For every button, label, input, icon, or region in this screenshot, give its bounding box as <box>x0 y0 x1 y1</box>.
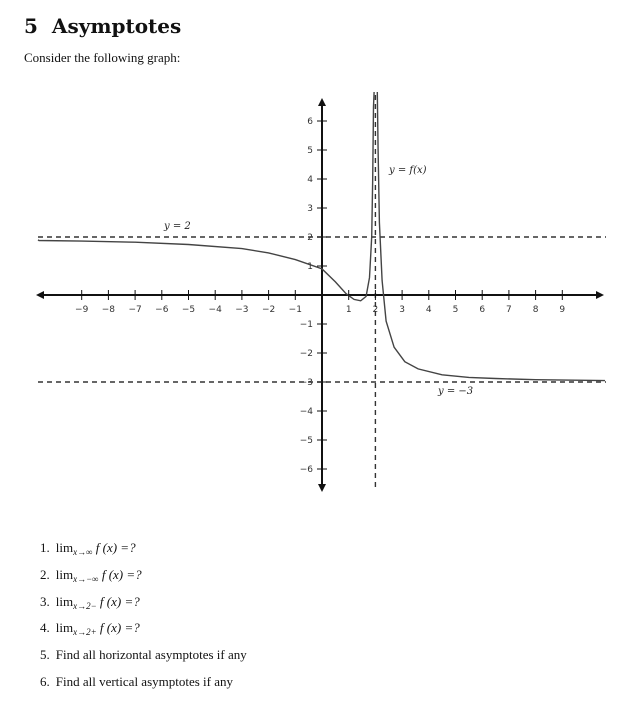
question-number: 2. <box>40 566 50 582</box>
lim-text: lim <box>55 620 74 636</box>
y-tick-label: 4 <box>307 175 313 185</box>
x-tick-label: 3 <box>399 305 405 315</box>
limit-expression: f (x) =? <box>101 566 142 582</box>
y-tick-label: −4 <box>299 407 313 417</box>
section-title: Asymptotes <box>51 14 182 38</box>
x-tick-label: −6 <box>155 305 169 315</box>
x-axis-arrow <box>36 291 44 299</box>
limit-expression: f (x) =? <box>99 620 140 636</box>
y-tick-label: 1 <box>307 262 313 272</box>
x-tick-label: −8 <box>101 305 116 315</box>
y-tick-label: −6 <box>299 465 313 475</box>
x-tick-label: −1 <box>288 305 302 315</box>
x-tick-label: 2 <box>372 305 379 315</box>
x-tick-label: −3 <box>235 305 249 315</box>
section-number: 5 <box>24 14 38 38</box>
question-number: 3. <box>40 593 50 609</box>
x-tick-label: 4 <box>425 305 432 315</box>
x-tick-label: −4 <box>208 305 222 315</box>
lim-subscript: x→2+ <box>73 627 97 638</box>
question-text: Find all horizontal asymptotes if any <box>55 647 247 663</box>
x-axis-arrow <box>596 291 604 299</box>
x-tick-label: −5 <box>181 305 196 315</box>
x-tick-label: −9 <box>75 305 89 315</box>
y-tick-label: −5 <box>299 436 313 446</box>
question-5 <box>40 645 247 672</box>
y-axis-arrow <box>318 98 326 106</box>
question-4 <box>40 618 247 645</box>
y-tick-label: 6 <box>307 117 313 127</box>
y-tick-label: 5 <box>307 146 313 156</box>
question-number: 1. <box>40 540 50 555</box>
y-axis-arrow <box>318 484 326 492</box>
question-number: 5. <box>40 647 50 663</box>
x-tick-label: 5 <box>452 305 459 315</box>
hasymptote-top-label: y = 2 <box>164 221 191 232</box>
curve-label: y = f(x) <box>389 165 427 176</box>
question-number: 4. <box>40 620 50 636</box>
lim-subscript: x→−∞ <box>73 573 99 584</box>
y-tick-label: −2 <box>299 349 313 359</box>
x-tick-label: 9 <box>559 305 566 315</box>
lim-subscript: x→2− <box>73 600 97 611</box>
x-tick-label: 8 <box>532 305 539 315</box>
question-3 <box>40 592 247 619</box>
y-tick-label: 3 <box>307 204 313 214</box>
question-2 <box>40 565 247 592</box>
left-branch <box>38 92 374 301</box>
lim-text: lim <box>55 540 74 555</box>
lim-text: lim <box>55 593 74 609</box>
question-number: 6. <box>40 673 50 689</box>
intro-text: Consider the following graph: <box>24 50 181 65</box>
x-tick-label: −2 <box>261 305 276 315</box>
y-tick-label: 2 <box>307 233 313 243</box>
axes <box>36 98 604 492</box>
question-6 <box>40 672 247 699</box>
lim-subscript: x→∞ <box>73 547 93 557</box>
y-tick-label: −1 <box>299 320 313 330</box>
x-tick-label: 1 <box>345 305 352 315</box>
x-tick-label: −7 <box>128 305 142 315</box>
question-text: Find all vertical asymptotes if any <box>55 673 234 689</box>
limit-expression: f (x) =? <box>99 593 140 609</box>
question-list <box>40 538 247 699</box>
question-1 <box>40 538 247 565</box>
y-tick-label: −3 <box>299 378 313 388</box>
lim-text: lim <box>55 566 74 582</box>
x-tick-label: 6 <box>479 305 486 315</box>
limit-expression: f (x) =? <box>95 540 136 555</box>
x-tick-label: 7 <box>506 305 512 315</box>
hasymptote-bottom-label: y = −3 <box>438 386 474 397</box>
